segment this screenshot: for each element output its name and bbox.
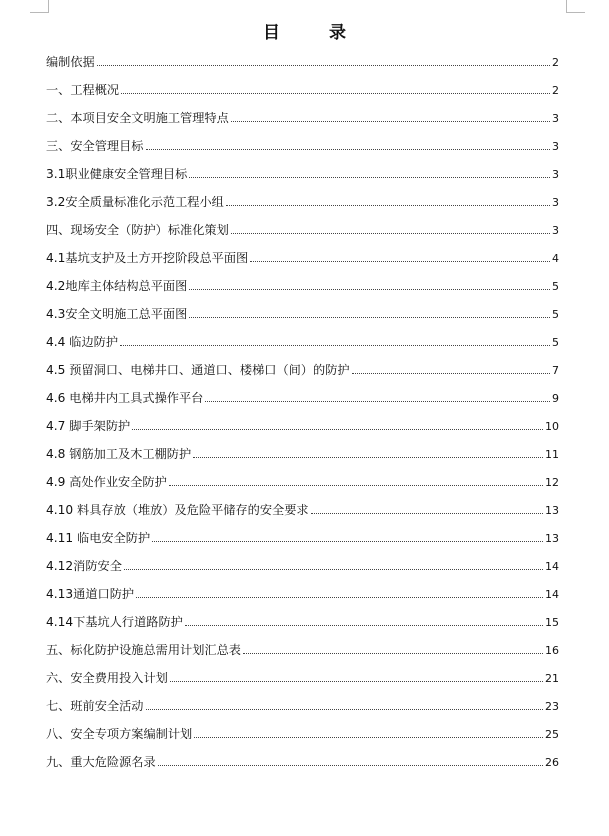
toc-entry-label: 3.1职业健康安全管理目标 (46, 167, 188, 181)
toc-entry[interactable] (46, 333, 559, 361)
toc-entry-page-number: 3 (552, 112, 559, 125)
toc-entry-page-number: 2 (552, 56, 559, 69)
toc-dot-leader (97, 64, 550, 66)
toc-entry-label: 4.2地库主体结构总平面图 (46, 279, 188, 293)
toc-entry[interactable] (46, 165, 559, 193)
toc-dot-leader (189, 176, 550, 178)
toc-entry-page-number: 3 (552, 168, 559, 181)
toc-entry[interactable] (46, 249, 559, 277)
toc-entry-page-number: 12 (545, 476, 559, 489)
toc-entry-label: 编制依据 (46, 55, 95, 69)
toc-dot-leader (243, 652, 543, 654)
toc-entry-label: 八、安全专项方案编制计划 (46, 727, 193, 741)
toc-entry-page-number: 4 (552, 252, 559, 265)
toc-dot-leader (189, 316, 550, 318)
toc-dot-leader (226, 204, 550, 206)
toc-entry[interactable] (46, 501, 559, 529)
toc-dot-leader (146, 708, 544, 710)
toc-entry-label: 4.10 料具存放（堆放）及危险平储存的安全要求 (46, 503, 309, 517)
toc-dot-leader (120, 344, 550, 346)
toc-dot-leader (205, 400, 550, 402)
page-title: 目 录 (263, 23, 362, 43)
toc-entry[interactable] (46, 305, 559, 333)
toc-dot-leader (152, 540, 543, 542)
toc-entry-label: 4.7 脚手架防护 (46, 419, 131, 433)
toc-dot-leader (231, 120, 550, 122)
toc-entry-page-number: 11 (545, 448, 559, 461)
toc-entry[interactable] (46, 529, 559, 557)
toc-entry-label: 三、安全管理目标 (46, 139, 144, 153)
toc-entry-label: 4.8 钢筋加工及木工棚防护 (46, 447, 192, 461)
toc-dot-leader (170, 680, 543, 682)
toc-entry-page-number: 3 (552, 196, 559, 209)
toc-dot-leader (132, 428, 543, 430)
toc-entry-label: 4.3安全文明施工总平面图 (46, 307, 188, 321)
toc-entry-page-number: 5 (552, 280, 559, 293)
toc-entry-label: 4.1基坑支护及土方开挖阶段总平面图 (46, 251, 249, 265)
toc-entry-label: 4.13通道口防护 (46, 587, 135, 601)
toc-entry[interactable] (46, 361, 559, 389)
toc-entry-label: 九、重大危险源名录 (46, 755, 156, 769)
toc-dot-leader (193, 456, 543, 458)
toc-entry-label: 4.6 电梯井内工具式操作平台 (46, 391, 204, 405)
toc-entry[interactable] (46, 221, 559, 249)
toc-entry-label: 4.5 预留洞口、电梯井口、通道口、楼梯口（间）的防护 (46, 363, 350, 377)
toc-entry[interactable] (46, 81, 559, 109)
toc-entry[interactable] (46, 193, 559, 221)
toc-dot-leader (136, 596, 543, 598)
toc-dot-leader (231, 232, 550, 234)
toc-dot-leader (194, 736, 543, 738)
toc-dot-leader (169, 484, 543, 486)
toc-entry-page-number: 13 (545, 504, 559, 517)
toc-entry[interactable] (46, 557, 559, 585)
toc-entry-label: 4.4 临边防护 (46, 335, 119, 349)
toc-entry-label: 3.2安全质量标准化示范工程小组 (46, 195, 224, 209)
toc-entry-page-number: 25 (545, 728, 559, 741)
toc-entry-page-number: 5 (552, 308, 559, 321)
toc-entry-label: 4.11 临电安全防护 (46, 531, 151, 545)
toc-entry-page-number: 13 (545, 532, 559, 545)
toc-dot-leader (158, 764, 543, 766)
toc-dot-leader (250, 260, 550, 262)
toc-entry-label: 一、工程概况 (46, 83, 120, 97)
toc-entry[interactable] (46, 669, 559, 697)
toc-entry[interactable] (46, 277, 559, 305)
toc-dot-leader (189, 288, 550, 290)
toc-entry-page-number: 16 (545, 644, 559, 657)
toc-entry-label: 4.9 高处作业安全防护 (46, 475, 167, 489)
toc-entry-label: 七、班前安全活动 (46, 699, 144, 713)
toc-entry-page-number: 14 (545, 588, 559, 601)
toc-entry-page-number: 2 (552, 84, 559, 97)
toc-entry-page-number: 3 (552, 140, 559, 153)
toc-dot-leader (124, 568, 543, 570)
toc-entry[interactable] (46, 725, 559, 753)
toc-entry-page-number: 14 (545, 560, 559, 573)
toc-dot-leader (121, 92, 550, 94)
toc-entry[interactable] (46, 753, 559, 781)
toc-entry[interactable] (46, 585, 559, 613)
toc-entry-label: 二、本项目安全文明施工管理特点 (46, 111, 229, 125)
crop-mark-top-right (566, 0, 585, 13)
toc-entry[interactable] (46, 137, 559, 165)
toc-entry[interactable] (46, 445, 559, 473)
toc-entry-page-number: 21 (545, 672, 559, 685)
toc-dot-leader (146, 148, 551, 150)
toc-dot-leader (311, 512, 543, 514)
toc-entry[interactable] (46, 389, 559, 417)
toc-entry-label: 六、安全费用投入计划 (46, 671, 168, 685)
toc-entry[interactable] (46, 641, 559, 669)
table-of-contents (46, 53, 559, 781)
toc-entry-page-number: 7 (552, 364, 559, 377)
toc-entry-label: 4.12消防安全 (46, 559, 122, 573)
toc-entry-page-number: 9 (552, 392, 559, 405)
toc-entry[interactable] (46, 613, 559, 641)
crop-mark-top-left (30, 0, 49, 13)
toc-entry-page-number: 5 (552, 336, 559, 349)
toc-entry-page-number: 3 (552, 224, 559, 237)
toc-entry[interactable] (46, 53, 559, 81)
toc-entry-page-number: 26 (545, 756, 559, 769)
toc-entry-page-number: 23 (545, 700, 559, 713)
toc-dot-leader (185, 624, 543, 626)
toc-dot-leader (352, 372, 550, 374)
toc-entry[interactable] (46, 417, 559, 445)
toc-entry-page-number: 10 (545, 420, 559, 433)
toc-entry-page-number: 15 (545, 616, 559, 629)
toc-entry[interactable] (46, 109, 559, 137)
toc-entry-label: 4.14下基坑人行道路防护 (46, 615, 183, 629)
toc-entry[interactable] (46, 473, 559, 501)
toc-entry-label: 四、现场安全（防护）标准化策划 (46, 223, 229, 237)
toc-entry-label: 五、标化防护设施总需用计划汇总表 (46, 643, 241, 657)
toc-entry[interactable] (46, 697, 559, 725)
